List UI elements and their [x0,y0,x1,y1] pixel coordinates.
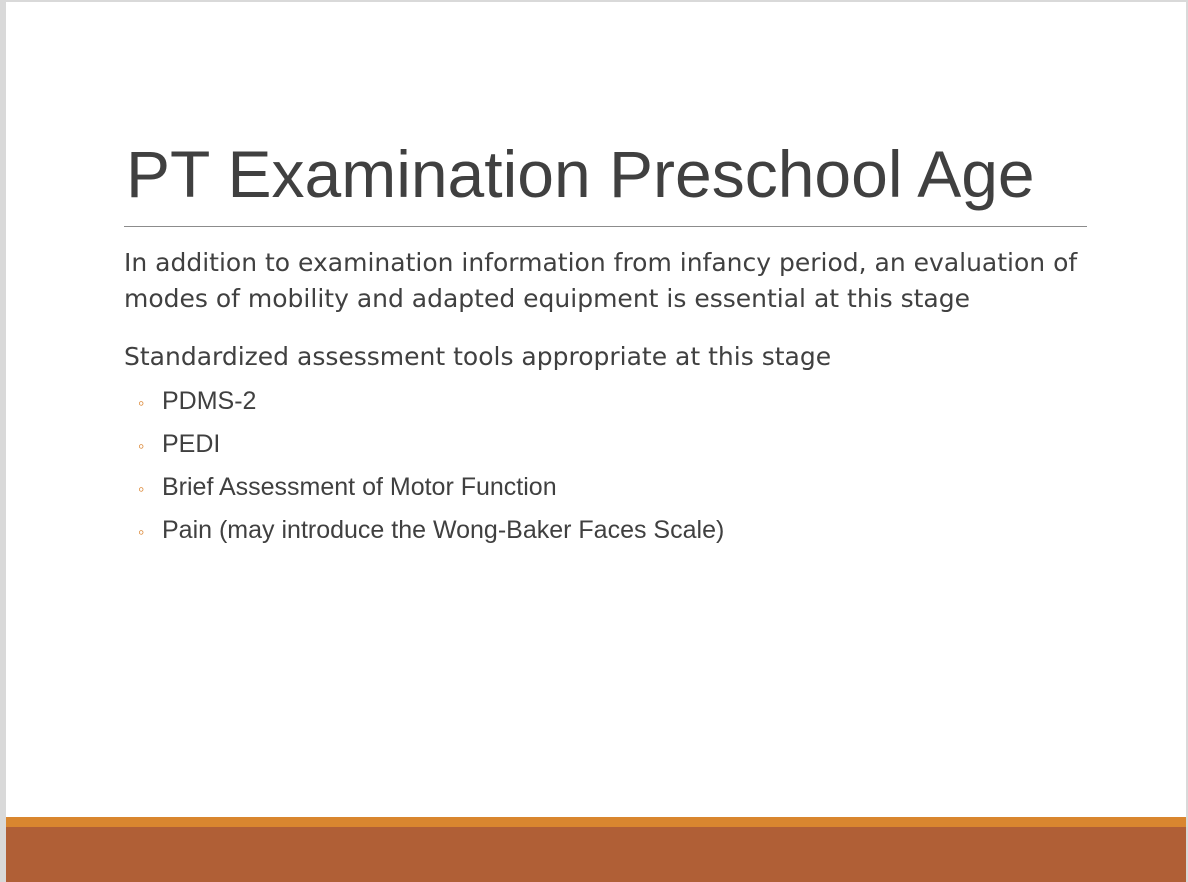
list-item [124,381,1084,424]
list-item [124,424,1084,467]
footer-accent-band [6,817,1186,827]
bullet-icon: ◦ [138,522,145,542]
list-item-label: PDMS-2 [162,387,257,415]
footer-bar [6,827,1186,882]
slide [6,2,1186,882]
slide-body [124,245,1084,553]
slide-title: PT Examination Preschool Age [126,137,1035,211]
bullet-icon: ◦ [138,436,145,456]
list-item-label: Pain (may introduce the Wong-Baker Faces Scale) [162,516,725,544]
list-item [124,510,1084,553]
bullet-icon: ◦ [138,393,145,413]
assessment-tools-list [124,381,1084,553]
list-item-label: Brief Assessment of Motor Function [162,473,557,501]
bullet-icon: ◦ [138,479,145,499]
list-item-label: PEDI [162,430,221,458]
list-item [124,467,1084,510]
intro-paragraph: In addition to examination information from infancy period, an evaluation of modes of mobility and adapted equipment is essential at this stage [124,248,1078,313]
tools-paragraph: Standardized assessment tools appropriate at this stage [124,342,832,371]
title-divider [124,226,1087,227]
